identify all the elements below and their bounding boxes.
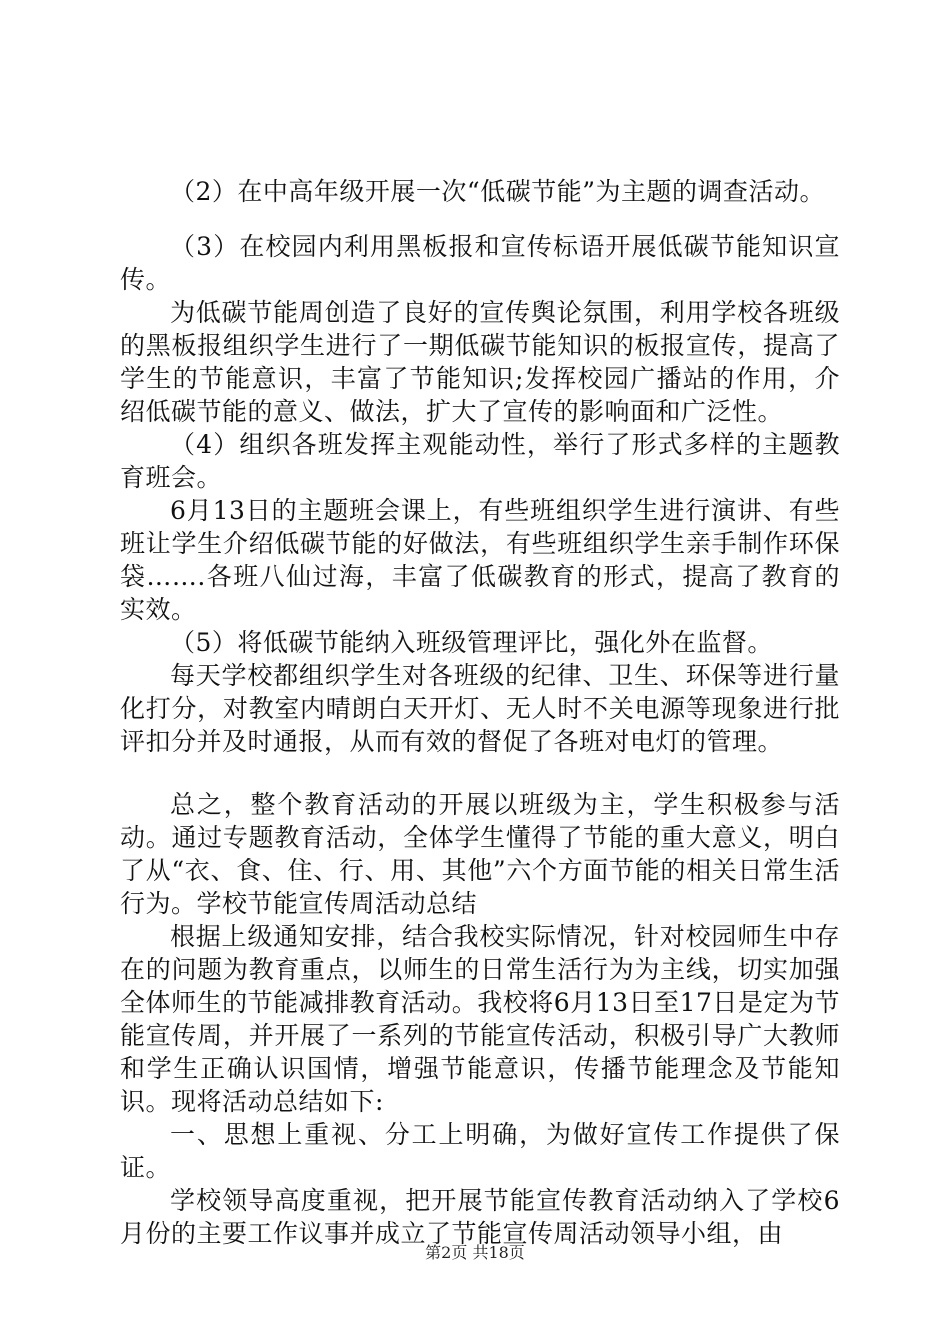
- paragraph-publicity: 为低碳节能周创造了良好的宣传舆论氛围，利用学校各班级的黑板报组织学生进行了一期低碳节能知识的板报宣传，提高了学生的节能意识，丰富了节能知识;发挥校园广播站的作用，介绍低碳节能的意义、做法，扩大了宣传的影响面和广泛性。: [120, 298, 840, 426]
- paragraph-daily-scoring: 每天学校都组织学生对各班级的纪律、卫生、环保等进行量化打分，对教室内晴朗白天开灯、无人时不关电源等现象进行批评扣分并及时通报，从而有效的督促了各班对电灯的管理。: [120, 661, 840, 756]
- paragraph-item-4: （4）组织各班发挥主观能动性，举行了形式多样的主题教育班会。: [120, 430, 840, 492]
- paragraph-arrangement: 根据上级通知安排，结合我校实际情况，针对校园师生中存在的问题为教育重点，以师生的日常生活行为为主线，切实加强全体师生的节能减排教育活动。我校将6月13日至17日是定为节能宣传周，并开展了一系列的节能宣传活动，积极引导广大教师和学生正确认识国情，增强节能意识，传播节能理念及节能知识。现将活动总结如下:: [120, 922, 840, 1116]
- paragraph-item-5: （5）将低碳节能纳入班级管理评比，强化外在监督。: [170, 628, 773, 657]
- document-body: [120, 175, 840, 1250]
- page-number: 第2页 共18页: [425, 1243, 525, 1262]
- paragraph-item-3: （3）在校园内利用黑板报和宣传标语开展低碳节能知识宣传。: [120, 232, 840, 294]
- paragraph-leadership: 学校领导高度重视，把开展节能宣传教育活动纳入了学校6月份的主要工作议事并成立了节能宣传周活动领导小组，由: [120, 1186, 840, 1248]
- section-heading-1: 一、思想上重视、分工上明确，为做好宣传工作提供了保证。: [120, 1120, 840, 1182]
- paragraph-summary: 总之，整个教育活动的开展以班级为主，学生积极参与活动。通过专题教育活动，全体学生懂得了节能的重大意义，明白了从“衣、食、住、行、用、其他”六个方面节能的相关日常生活行为。学校节能宣传周活动总结: [120, 790, 840, 918]
- paragraph-class-meeting: 6月13日的主题班会课上，有些班组织学生进行演讲、有些班让学生介绍低碳节能的好做法，有些班组织学生亲手制作环保袋…….各班八仙过海，丰富了低碳教育的形式，提高了教育的实效。: [120, 496, 840, 624]
- paragraph-item-2: （2）在中高年级开展一次“低碳节能”为主题的调查活动。: [170, 177, 825, 206]
